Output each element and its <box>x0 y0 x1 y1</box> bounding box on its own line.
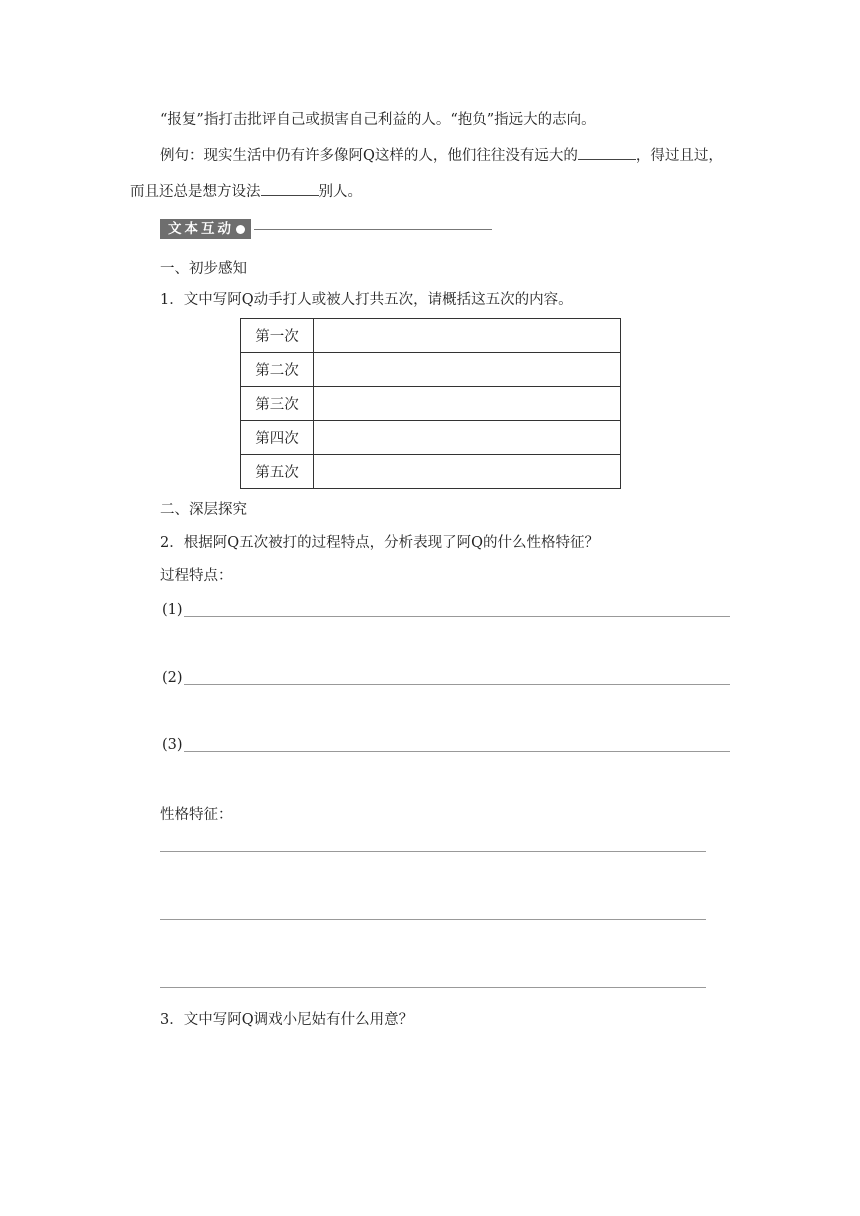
table-row <box>241 387 621 421</box>
example-mid: ，得过且过， <box>635 148 723 164</box>
trait-line-3[interactable] <box>160 987 706 988</box>
fill-blank-2[interactable] <box>261 181 319 196</box>
banner-label-box <box>160 219 251 239</box>
answer-line-2[interactable] <box>184 684 730 685</box>
example-prefix: 例句：现实生活中仍有许多像阿Q这样的人，他们往往没有远大的 <box>160 148 578 164</box>
row-answer-cell[interactable] <box>314 455 621 489</box>
item-1-marker: (1) <box>162 602 183 618</box>
section2-title: 二、深层探究 <box>160 502 247 518</box>
table-row <box>241 353 621 387</box>
trait-line-1[interactable] <box>160 851 706 852</box>
answer-line-1[interactable] <box>184 616 730 617</box>
item-2-marker: (2) <box>162 670 183 686</box>
row-answer-cell[interactable] <box>314 353 621 387</box>
table-row <box>241 455 621 489</box>
intro-example-cont <box>130 181 362 202</box>
fight-count-table <box>240 318 621 489</box>
question-1: 1．文中写阿Q动手打人或被人打共五次，请概括这五次的内容。 <box>160 292 573 308</box>
answer-line-3[interactable] <box>184 751 730 752</box>
section-banner <box>160 219 492 239</box>
item-3-marker: (3) <box>162 737 183 753</box>
question-2: 2．根据阿Q五次被打的过程特点，分析表现了阿Q的什么性格特征？ <box>160 535 599 551</box>
row-label: 第一次 <box>241 319 314 353</box>
bullet-dot-icon <box>236 225 245 234</box>
line3-prefix: 而且还总是想方设法 <box>130 184 261 200</box>
row-label: 第四次 <box>241 421 314 455</box>
table-row <box>241 319 621 353</box>
row-answer-cell[interactable] <box>314 319 621 353</box>
intro-definition: “报复”指打击批评自己或损害自己利益的人。“抱负”指远大的志向。 <box>160 112 596 128</box>
question-3: 3．文中写阿Q调戏小尼姑有什么用意？ <box>160 1012 414 1028</box>
row-label: 第五次 <box>241 455 314 489</box>
fill-blank-1[interactable] <box>578 145 636 160</box>
table-row <box>241 421 621 455</box>
intro-example <box>160 145 723 166</box>
row-answer-cell[interactable] <box>314 387 621 421</box>
trait-line-2[interactable] <box>160 919 706 920</box>
line3-suffix: 别人。 <box>318 184 362 200</box>
banner-label: 文本互动 <box>168 221 234 237</box>
banner-rule <box>254 229 492 230</box>
row-label: 第二次 <box>241 353 314 387</box>
process-label: 过程特点： <box>160 568 233 584</box>
row-label: 第三次 <box>241 387 314 421</box>
section1-title: 一、初步感知 <box>160 261 247 277</box>
trait-label: 性格特征： <box>160 807 233 823</box>
row-answer-cell[interactable] <box>314 421 621 455</box>
